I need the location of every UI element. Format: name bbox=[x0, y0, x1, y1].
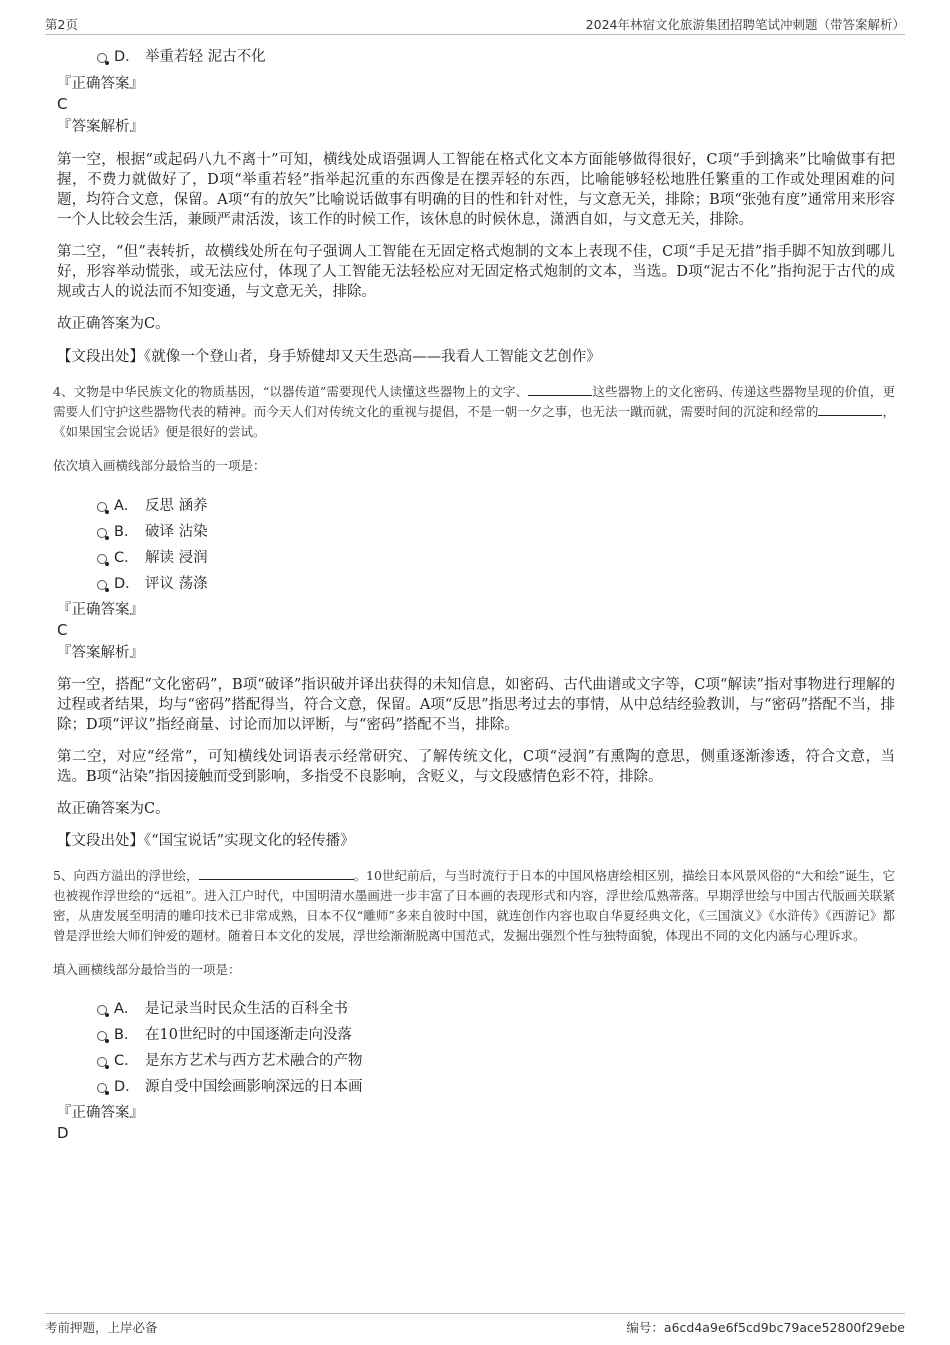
option-a[interactable]: A． 反思 涵养 bbox=[57, 493, 895, 519]
answer-value: C bbox=[57, 621, 68, 639]
option-d[interactable]: D． 源自受中国绘画影响深远的日本画 bbox=[57, 1074, 895, 1100]
answer-blank bbox=[199, 867, 354, 880]
page-number: 第2页 bbox=[45, 17, 78, 32]
source-citation: 【文段出处】《“国宝说话”实现文化的轻传播》 bbox=[57, 833, 355, 849]
options-list bbox=[57, 493, 895, 597]
option-a[interactable]: A． 是记录当时民众生活的百科全书 bbox=[57, 996, 895, 1022]
option-c[interactable]: C． 解读 浸润 bbox=[57, 545, 895, 571]
analysis-paragraph: 第二空，“但”表转折，故横线处所在句子强调人工智能在无固定格式炮制的文本上表现不佳，C项“手足无措”指手脚不知放到哪儿好，形容举动慌张，或无法应付，体现了人工智能无法轻松应对无固定格式炮制的文本，当选。D项“泥古不化”指拘泥于古代的成规或古人的说法而不知变通，与文意无关，排除。 bbox=[57, 244, 895, 300]
answer-blank bbox=[528, 383, 592, 396]
answer-value: C bbox=[57, 95, 68, 113]
analysis-label: 『答案解析』 bbox=[57, 119, 144, 135]
radio-icon[interactable] bbox=[97, 1005, 107, 1015]
footer-slogan: 考前押题，上岸必备 bbox=[45, 1320, 158, 1335]
option-text: 举重若轻 泥古不化 bbox=[145, 49, 266, 65]
answer-label: 『正确答案』 bbox=[57, 602, 144, 618]
radio-icon[interactable] bbox=[97, 1031, 107, 1041]
analysis-paragraph: 第一空，搭配“文化密码”，B项“破译”指识破并译出获得的未知信息，如密码、古代曲谱或文字等，C项“解读”指对事物进行理解的过程或者结果，均与“密码”搭配得当，符合文意，保留。A项“反思”指思考过去的事情，从中总结经验教训，与“密码”搭配不当，排除；D项“评议”指经商量、讨论而加以评断，与“密码”搭配不当，排除。 bbox=[57, 677, 895, 733]
option-d[interactable]: D． 评议 荡涤 bbox=[57, 571, 895, 597]
analysis-label: 『答案解析』 bbox=[57, 645, 144, 661]
document-code: 编号：a6cd4a9e6f5cd9bc79ace52800f29ebe bbox=[626, 1320, 905, 1335]
page-footer bbox=[45, 1313, 905, 1338]
answer-label: 『正确答案』 bbox=[57, 76, 144, 92]
analysis-paragraph: 第二空，对应“经常”，可知横线处词语表示经常研究、了解传统文化，C项“浸润”有熏陶的意思，侧重逐渐渗透，符合文意，当选。B项“沾染”指因接触而受到影响，多指受不良影响，含贬义，与文段感情色彩不符，排除。 bbox=[57, 749, 895, 785]
question-prompt: 依次填入画横线部分最恰当的一项是： bbox=[53, 458, 266, 473]
radio-icon[interactable] bbox=[97, 502, 107, 512]
options-list bbox=[57, 996, 895, 1100]
radio-icon[interactable] bbox=[97, 554, 107, 564]
question-stem: 5、向西方溢出的浮世绘， 。10世纪前后，与当时流行于日本的中国风格唐绘相区别，描绘日本风景风俗的“大和绘”诞生，它也被视作浮世绘的“远祖”。进入江户时代，中国明清水墨画进一步丰富了日本画的表现形式和内容，浮世绘瓜熟蒂落。早期浮世绘与中国古代版画关联紧密，从唐发展至明清的雕印技术已非常成熟，日本不仅“雕师”多来自彼时中国，就连创作内容也取自华夏经典文化，《三国演义》《水浒传》《西游记》都曾是浮世绘大师们钟爱的题材。随着日本文化的发展，浮世绘渐渐脱离中国范式，发掘出强烈个性与独特面貌，体现出不同的文化内涵与心理诉求。 bbox=[53, 868, 895, 943]
answer-label: 『正确答案』 bbox=[57, 1105, 144, 1121]
radio-icon[interactable] bbox=[97, 1057, 107, 1067]
radio-icon[interactable] bbox=[97, 580, 107, 590]
answer-blank bbox=[818, 403, 882, 416]
radio-icon[interactable] bbox=[97, 1083, 107, 1093]
radio-icon[interactable] bbox=[97, 53, 107, 63]
document-title: 2024年林宿文化旅游集团招聘笔试冲刺题（带答案解析） bbox=[585, 17, 905, 32]
question-stem: 4、文物是中华民族文化的物质基因，“以器传道”需要现代人读懂这些器物上的文字、 这些器物上的文化密码、传递这些器物呈现的价值，更需要人们守护这些器物代表的精神。而今天人们对传统文化的重视与提倡，不是一朝一夕之事，也无法一蹴而就，需要时间的沉淀和经常的 ，《如果国宝会说话》便是很好的尝试。 bbox=[53, 384, 895, 439]
question-prompt: 填入画横线部分最恰当的一项是： bbox=[53, 962, 241, 977]
analysis-paragraph: 第一空，根据“或起码八九不离十”可知，横线处成语强调人工智能在格式化文本方面能够做得很好，C项“手到擒来”比喻做事有把握，不费力就做好了，D项“举重若轻”指举起沉重的东西像是在摆弄轻的东西，比喻能够轻松地胜任繁重的工作或处理困难的问题，均符合文意，保留。A项“有的放矢”比喻说话做事有明确的目的性和针对性，与文意无关，排除；B项“张弛有度”通常用来形容一个人比较会生活，兼顾严肃活泼，该工作的时候工作，该休息的时候休息，潇洒自如，与文意无关，排除。 bbox=[57, 152, 895, 228]
answer-value: D bbox=[57, 1124, 69, 1142]
option-c[interactable]: C． 是东方艺术与西方艺术融合的产物 bbox=[57, 1048, 895, 1074]
option-b[interactable]: B． 在10世纪时的中国逐渐走向没落 bbox=[57, 1022, 895, 1048]
q3-option-d[interactable] bbox=[57, 44, 895, 70]
radio-icon[interactable] bbox=[97, 528, 107, 538]
option-b[interactable]: B． 破译 沾染 bbox=[57, 519, 895, 545]
analysis-conclusion: 故正确答案为C。 bbox=[57, 801, 170, 817]
source-citation: 【文段出处】《就像一个登山者，身手矫健却又天生恐高——我看人工智能文艺创作》 bbox=[57, 349, 601, 365]
page-content bbox=[53, 44, 895, 1143]
analysis-conclusion: 故正确答案为C。 bbox=[57, 316, 170, 332]
option-letter: D． bbox=[114, 49, 140, 65]
page-header bbox=[45, 10, 905, 35]
